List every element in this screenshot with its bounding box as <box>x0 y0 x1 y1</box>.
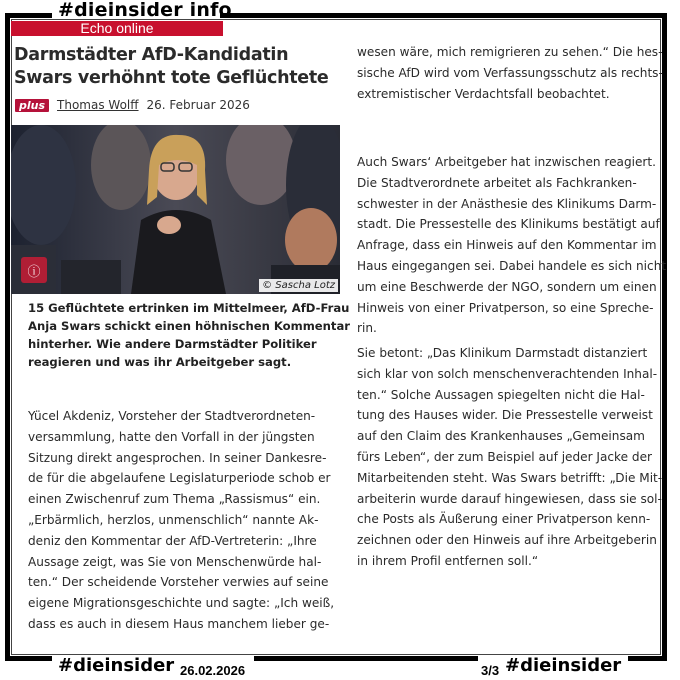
lead-line: Anja Swars schickt einen höhnischen Kommentar <box>28 319 350 333</box>
body-line: zeichnen oder den Hinweis auf ihre Arbeitgeberin <box>357 533 657 548</box>
headline[interactable] <box>14 44 344 90</box>
body-line: sich klar von solch menschenverachtenden Inhal- <box>357 366 658 381</box>
body-line: Auch Swars‘ Arbeitgeber hat inzwischen reagiert. <box>357 155 656 169</box>
body-line: Yücel Akdeniz, Vorsteher der Stadtverordneten- <box>28 409 316 423</box>
body-line: tung des Hauses wider. Die Pressestelle verweist <box>357 408 653 423</box>
body-line: ten.“ Der scheidende Vorsteher verwies auf seine <box>28 575 329 590</box>
article-photo[interactable] <box>11 125 340 294</box>
body-line: in ihrem Profil entfernen soll.“ <box>357 553 539 568</box>
body-line: Haus eingegangen sei. Dabei handele es sich nicht <box>357 258 667 273</box>
body-line: Hinweis von einer Privatperson, so eine Spreche- <box>357 300 654 315</box>
brand-bottom-right: #dieinsider <box>505 655 622 676</box>
brand-top: #dieinsider info <box>58 0 232 21</box>
byline <box>15 98 250 112</box>
body-line: schwester in der Anästhesie des Klinikums Darm- <box>357 196 657 211</box>
page-number: 3/3 <box>481 663 500 678</box>
body-line: auf den Claim des Krankenhauses „Gemeinsam <box>357 429 645 444</box>
headline-line-2: Swars verhöhnt tote Geflüchtete <box>14 68 329 88</box>
brand-bottom-left: #dieinsider <box>58 655 175 676</box>
body-line: extremistischer Verdachtsfall beobachtet. <box>357 86 610 101</box>
photo-credit: © Sascha Lotz <box>259 279 338 292</box>
body-line: dass es auch in diesem Haus manchem lieber ge- <box>28 616 330 631</box>
body-line: stadt. Die Pressestelle des Klinikums bestätigt auf <box>357 217 660 232</box>
body-line: de für die abgelaufene Legislaturperiode schob er <box>28 471 331 486</box>
source-label: Echo online <box>11 21 223 36</box>
column-2-part-3 <box>357 343 663 572</box>
body-line: Anfrage, dass ein Hinweis auf den Kommentar im <box>357 238 657 253</box>
lead-line: reagieren und was ihr Arbeitgeber sagt. <box>28 355 292 369</box>
body-line: arbeiterin wurde darauf hingewiesen, dass sie sol- <box>357 491 662 506</box>
column-1-text <box>28 406 340 635</box>
photo-illustration <box>11 125 340 294</box>
body-line: wesen wäre, mich remigrieren zu sehen.“ Die hes- <box>357 45 663 59</box>
body-line: rin. <box>357 321 377 336</box>
footer-date: 26.02.2026 <box>180 663 246 678</box>
lead-line: hinterher. Wie andere Darmstädter Politiker <box>28 337 317 351</box>
lead-paragraph <box>28 299 350 371</box>
author-link[interactable]: Thomas Wolff <box>57 98 139 112</box>
body-line: Aussage zeigt, was Sie von Menschenwürde hal- <box>28 554 322 569</box>
body-line: che Posts als Äußerung einer Privatperson kenn- <box>357 512 651 527</box>
plus-badge: plus <box>15 99 49 112</box>
info-icon[interactable]: ⓘ <box>21 257 47 283</box>
lead-line: 15 Geflüchtete ertrinken im Mittelmeer, AfD-Frau <box>28 301 350 315</box>
column-2-part-1 <box>357 42 663 104</box>
headline-line-1: Darmstädter AfD-Kandidatin <box>14 45 289 65</box>
body-line: um eine Beschwerde der NGO, sondern um einen <box>357 279 657 294</box>
body-line: eigene Migrationsgeschichte und sagte: „Ich weiß, <box>28 596 335 611</box>
body-line: „Erbärmlich, herzlos, unmenschlich“ nannte Ak- <box>28 512 319 527</box>
body-line: einen Zwischenruf zum Thema „Rassismus“ ein. <box>28 492 321 507</box>
publish-date: 26. Februar 2026 <box>146 98 250 112</box>
body-line: Die Stadtverordnete arbeitet als Fachkranken- <box>357 175 637 190</box>
column-2-part-2 <box>357 152 667 339</box>
body-line: ten.“ Solche Aussagen spiegelten nicht die Hal- <box>357 387 645 402</box>
body-line: Sitzung direkt angesprochen. In seiner Dankesre- <box>28 450 327 465</box>
body-line: sische AfD wird vom Verfassungsschutz als rechts- <box>357 65 663 80</box>
body-line: versammlung, hatte den Vorfall in der jüngsten <box>28 429 315 444</box>
body-line: fürs Leben“, der zum Beispiel auf jeder Jacke der <box>357 449 652 464</box>
body-line: deniz den Kommentar der AfD-Vertreterin: „Ihre <box>28 533 317 548</box>
body-line: Sie betont: „Das Klinikum Darmstadt distanziert <box>357 346 648 360</box>
body-line: Mitarbeitenden steht. Was Swars betrifft: „Die Mit- <box>357 470 663 485</box>
